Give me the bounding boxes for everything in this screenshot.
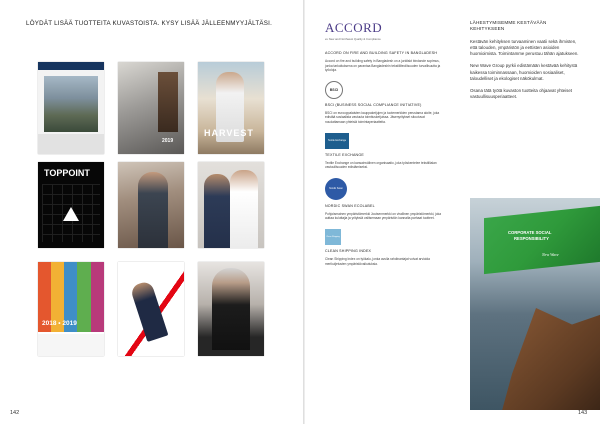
catalog-1-photo <box>44 76 98 132</box>
accord-tagline: ex New and Northwest Quality & Compliance <box>325 37 381 41</box>
catalog-7-strip-5 <box>91 262 104 332</box>
catalog-1-base <box>38 134 104 154</box>
left-heading: LÖYDÄT LISÄÄ TUOTTEITA KUVASTOISTA. KYSY LISÄÄ JÄLLEENMYYJÄLTÄSI. <box>26 20 273 27</box>
csr-panel-line-1: CORPORATE SOCIAL <box>508 230 552 235</box>
clean-title: CLEAN SHIPPING INDEX <box>325 248 372 253</box>
csr-cliff <box>500 308 600 410</box>
certifications-column <box>325 20 443 266</box>
accord-text: Accord on fire and building safety in Bangladesh on a juridiskt bindande sopimus, jonka tarkoituksena on parantaa Bangladeshin tekstiiliteollisuuden turvallisuutta ja työoloja. <box>325 59 441 73</box>
clean-text: Clean Shipping Index on työkalu, jonka avulla rahdinantajat voivat arvioida merikuljetusten ympäristövaikutuksia. <box>325 256 430 266</box>
sustainability-paragraph-3: Osana tätä työtä kuvaston tuotteita ohjaavat yhteiset vastuullisuusperiaatteet. <box>470 88 573 100</box>
catalog-thumb-9[interactable] <box>198 262 264 356</box>
catalog-5-person <box>138 172 168 248</box>
catalog-4-triangle <box>63 207 79 221</box>
catalog-thumb-1[interactable] <box>38 62 104 154</box>
catalog-9-person <box>212 268 250 350</box>
catalog-6-person-b <box>230 170 258 248</box>
accord-title: ACCORD ON FIRE AND BUILDING SAFETY IN BANGLADESH <box>325 51 438 55</box>
catalog-thumb-7[interactable] <box>38 262 104 356</box>
textile-text: Textile Exchange on kansainvälinen organisaatio, joka työskentelee tekstiilialan vastuullisuuden edistämiseksi. <box>325 160 437 170</box>
csr-photo <box>470 198 600 410</box>
catalog-3-title: HARVEST <box>204 128 254 138</box>
textile-title: TEXTILE EXCHANGE <box>325 152 364 157</box>
sustainability-heading: LÄHESTYMISEMME KESTÄVÄÄN KEHITYKSEEN <box>470 20 547 32</box>
accord-logo-text: ACCORD <box>325 20 383 35</box>
catalog-thumb-2[interactable] <box>118 62 184 154</box>
sustainability-paragraph-1: Kestävän kehityksen turvaaminen vaatii sekä ihmisten, että talouden, ympäristön ja eettisten asioiden huomioimista. Toimintamme perustuu tähän ajatukseen. <box>470 38 579 57</box>
csr-panel-line-2: RESPONSIBILITY <box>514 236 549 241</box>
nordic-text: Pohjoismainen ympäristömerkki Joutsenmerkki on virallinen ympäristömerkki, joka auttaa kuluttajia ja yrityksiä valitsemaan ympäristön kannalta parhaat tuotteet. <box>325 211 442 221</box>
left-page-number: 142 <box>10 410 20 416</box>
clean-shipping-badge: Clean Shipping <box>325 229 341 245</box>
nordic-title: NORDIC SWAN ECOLABEL <box>325 203 375 208</box>
bsci-title: BSCI (BUSINESS SOCIAL COMPLIANCE INITIATIVE) <box>325 102 422 107</box>
catalog-thumb-4[interactable] <box>38 162 104 248</box>
catalog-6-person-a <box>204 174 230 248</box>
sustainability-paragraph-2: New Wave Group pyrkii edistämään kestävää kehitystä kaikessa toiminnassaan, huomioiden sosiaaliset, taloudelliset ja ekologiset näkökulmat. <box>470 63 578 81</box>
catalog-thumb-5[interactable] <box>118 162 184 248</box>
accord-logo <box>325 20 443 36</box>
catalog-thumb-8[interactable] <box>118 262 184 356</box>
catalog-7-year: 2018 • 2019 <box>42 320 77 327</box>
catalog-7-logos <box>38 334 104 356</box>
bsci-text: BSCI on eurooppalaisten kauppaketjujen ja tuotemerkkien perustama aloite, joka edistää sosiaalista vastuuta toimitusketjuissa. Jäsenyritykset sitoutuvat noudattamaan yhteisiä toimintaperiaatteita. <box>325 110 440 124</box>
catalog-2-year: 2019 <box>162 138 174 144</box>
catalog-2-strip <box>158 72 178 132</box>
catalog-1-topbar <box>38 62 104 70</box>
catalog-thumb-6[interactable] <box>198 162 264 248</box>
textile-exchange-badge: Textile Exchange <box>325 133 349 149</box>
bsci-badge: BSCI <box>325 81 343 99</box>
catalog-thumb-3[interactable] <box>198 62 264 154</box>
catalog-4-title: TOPPOINT <box>44 168 90 178</box>
sustainability-column <box>470 20 582 100</box>
right-page-number: 143 <box>578 410 588 416</box>
nordic-swan-badge: Nordic Swan <box>325 178 347 200</box>
csr-brand: New Wave <box>542 252 559 257</box>
catalog-7-strip-4 <box>77 262 91 332</box>
